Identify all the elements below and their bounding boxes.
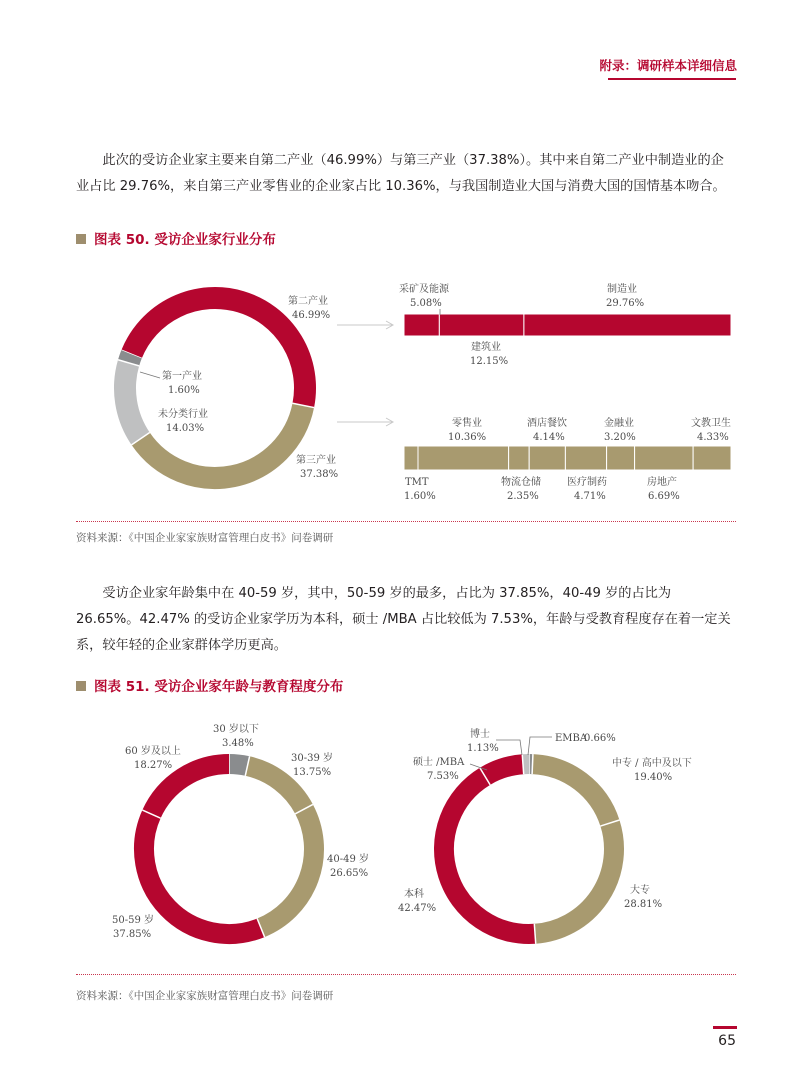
label-secondary-industry-value: 46.99%: [292, 310, 331, 321]
bar2-label-medical-name: 医疗制药: [567, 477, 607, 488]
edu-label-phd-value: 1.13%: [467, 743, 499, 754]
age-label-30-39-name: 30-39 岁: [291, 753, 334, 764]
bar-segment-retail: [418, 446, 509, 470]
leader-line-emba: [528, 737, 552, 755]
edu-label-bachelor-value: 42.47%: [398, 903, 437, 914]
bar1-label-mining-name: 采矿及能源: [399, 284, 449, 295]
label-unclassified-value: 14.03%: [166, 423, 205, 434]
bar2-label-education-name: 文教卫生: [691, 418, 731, 429]
edu-label-highschool-value: 19.40%: [634, 772, 673, 783]
education-donut: [444, 754, 619, 944]
bar2-label-tmt-value: 1.60%: [404, 491, 436, 502]
leader-line-phd: [496, 740, 522, 755]
bar-segment-hotel: [529, 446, 565, 470]
edu-label-emba-name: EMBA: [555, 733, 588, 744]
age-label-60plus-value: 18.27%: [134, 760, 173, 771]
label-secondary-industry-name: 第二产业: [288, 296, 328, 307]
donut-slice-college: [535, 823, 614, 934]
label-primary-industry-name: 第一产业: [162, 371, 202, 382]
paragraph-text: 此次的受访企业家主要来自第二产业（46.99%）与第三产业（37.38%）。其中来自第二产业中制造业的企业占比 29.76%，来自第三产业零售业的企业家占比 10.36%，与我国制造业大国与消费大国的国情基本吻合。: [76, 153, 726, 194]
bar2-label-retail-value: 10.36%: [448, 432, 487, 443]
bar-segment-finance: [607, 446, 635, 470]
age-label-under30-name: 30 岁以下: [213, 724, 259, 735]
figure-51-title: [76, 675, 343, 695]
page-number: 65: [718, 1033, 736, 1049]
edu-label-master-value: 7.53%: [427, 771, 459, 782]
bar1-label-construction-name: 建筑业: [471, 342, 501, 353]
bar1-label-manufacturing-value: 29.76%: [606, 298, 645, 309]
header-underline: [608, 78, 736, 80]
donut-slice-bachelor: [444, 776, 535, 934]
bar2-label-hotel-name: 酒店餐饮: [527, 418, 567, 429]
divider-dotted: [76, 521, 736, 522]
age-label-30-39-value: 13.75%: [293, 767, 332, 778]
edu-label-emba-value: 0.66%: [584, 733, 616, 744]
tertiary-breakdown-bar: [404, 446, 731, 470]
age-label-50-59-value: 37.85%: [113, 929, 152, 940]
bar2-label-tmt-name: TMT: [405, 477, 429, 488]
age-label-40-49-value: 26.65%: [330, 868, 369, 879]
bar1-label-mining-value: 5.08%: [410, 298, 442, 309]
page-number-bar: [713, 1026, 737, 1029]
bar-segment-construction: [439, 314, 524, 336]
divider-dotted: [76, 974, 736, 975]
bar2-label-education-value: 4.33%: [697, 432, 729, 443]
slice-separator: [532, 754, 533, 774]
label-tertiary-industry-value: 37.38%: [300, 469, 339, 480]
edu-label-phd-name: 博士: [470, 729, 490, 740]
donut-slice-highschool: [533, 764, 610, 823]
figure-title-text: 图表 51. 受访企业家年龄与教育程度分布: [94, 679, 344, 695]
bar-segment-tmt: [404, 446, 418, 470]
bar2-label-realestate-name: 房地产: [647, 477, 677, 488]
bar2-label-hotel-value: 4.14%: [533, 432, 565, 443]
age-label-60plus-name: 60 岁及以上: [125, 746, 181, 757]
donut-slice-secondary: [132, 298, 305, 405]
label-unclassified-name: 未分类行业: [158, 409, 208, 420]
donut-slice-primary: [129, 354, 132, 363]
header-title: 附录：调研样本详细信息: [599, 58, 737, 73]
edu-label-college-name: 大专: [630, 885, 650, 896]
bar-segment-logistics: [509, 446, 530, 470]
age-label-50-59-name: 50-59 岁: [112, 915, 155, 926]
donut-slice-master: [485, 764, 523, 776]
secondary-breakdown-bar: [404, 314, 731, 336]
edu-label-bachelor-name: 本科: [404, 889, 424, 900]
bar2-label-logistics-name: 物流仓储: [501, 477, 541, 488]
bar-segment-mining: [404, 314, 439, 336]
intro-paragraph-industry: [76, 148, 736, 200]
paragraph-text: 受访企业家年龄集中在 40-59 岁，其中，50-59 岁的最多，占比为 37.85%，40-49 岁的占比为 26.65%。42.47% 的受访企业家学历为本科，硕士 /MBA 占比较低为 7.53%，年龄与受教育程度存在着一定关系，较年轻的企业家群体学历更高。: [76, 586, 731, 653]
bar-segment-education: [693, 446, 731, 470]
leader-line-primary: [140, 372, 160, 378]
donut-slice-60plus: [151, 764, 229, 814]
donut-slice-50-59: [144, 814, 261, 934]
donut-slice-unclassified: [125, 363, 141, 439]
figure-50-source: 资料来源：《中国企业家家族财富管理白皮书》问卷调研: [76, 532, 334, 544]
age-label-under30-value: 3.48%: [222, 738, 254, 749]
bar-segment-medical: [565, 446, 606, 470]
bar2-label-medical-value: 4.71%: [574, 491, 606, 502]
bar1-label-construction-value: 12.15%: [470, 356, 509, 367]
age-label-40-49-name: 40-49 岁: [327, 854, 370, 865]
figure-51-chart: [0, 710, 793, 965]
donut-slice-40-49: [261, 809, 314, 928]
bar2-label-logistics-value: 2.35%: [507, 491, 539, 502]
figure-51-source: 资料来源：《中国企业家家族财富管理白皮书》问卷调研: [76, 990, 334, 1002]
figure-50-chart: [0, 260, 793, 515]
bar2-label-retail-name: 零售业: [452, 418, 482, 429]
title-square-icon: [76, 234, 86, 244]
edu-label-highschool-name: 中专 / 高中及以下: [612, 758, 692, 769]
figure-title-text: 图表 50. 受访企业家行业分布: [94, 232, 276, 248]
edu-label-college-value: 28.81%: [624, 899, 663, 910]
label-primary-industry-value: 1.60%: [168, 385, 200, 396]
edu-label-master-name: 硕士 /MBA: [413, 757, 465, 768]
bar2-label-finance-value: 3.20%: [604, 432, 636, 443]
figure-50-title: [76, 228, 276, 248]
label-tertiary-industry-name: 第三产业: [296, 455, 336, 466]
bar-segment-realestate: [635, 446, 694, 470]
bar2-label-realestate-value: 6.69%: [648, 491, 680, 502]
age-donut: [142, 754, 314, 937]
bar1-label-manufacturing-name: 制造业: [607, 284, 637, 295]
bar2-label-finance-name: 金融业: [604, 418, 634, 429]
bar-segment-manufacturing: [524, 314, 731, 336]
donut-slice-under30: [229, 764, 247, 766]
title-square-icon: [76, 681, 86, 691]
industry-donut: [118, 298, 314, 478]
intro-paragraph-age: [76, 581, 736, 659]
